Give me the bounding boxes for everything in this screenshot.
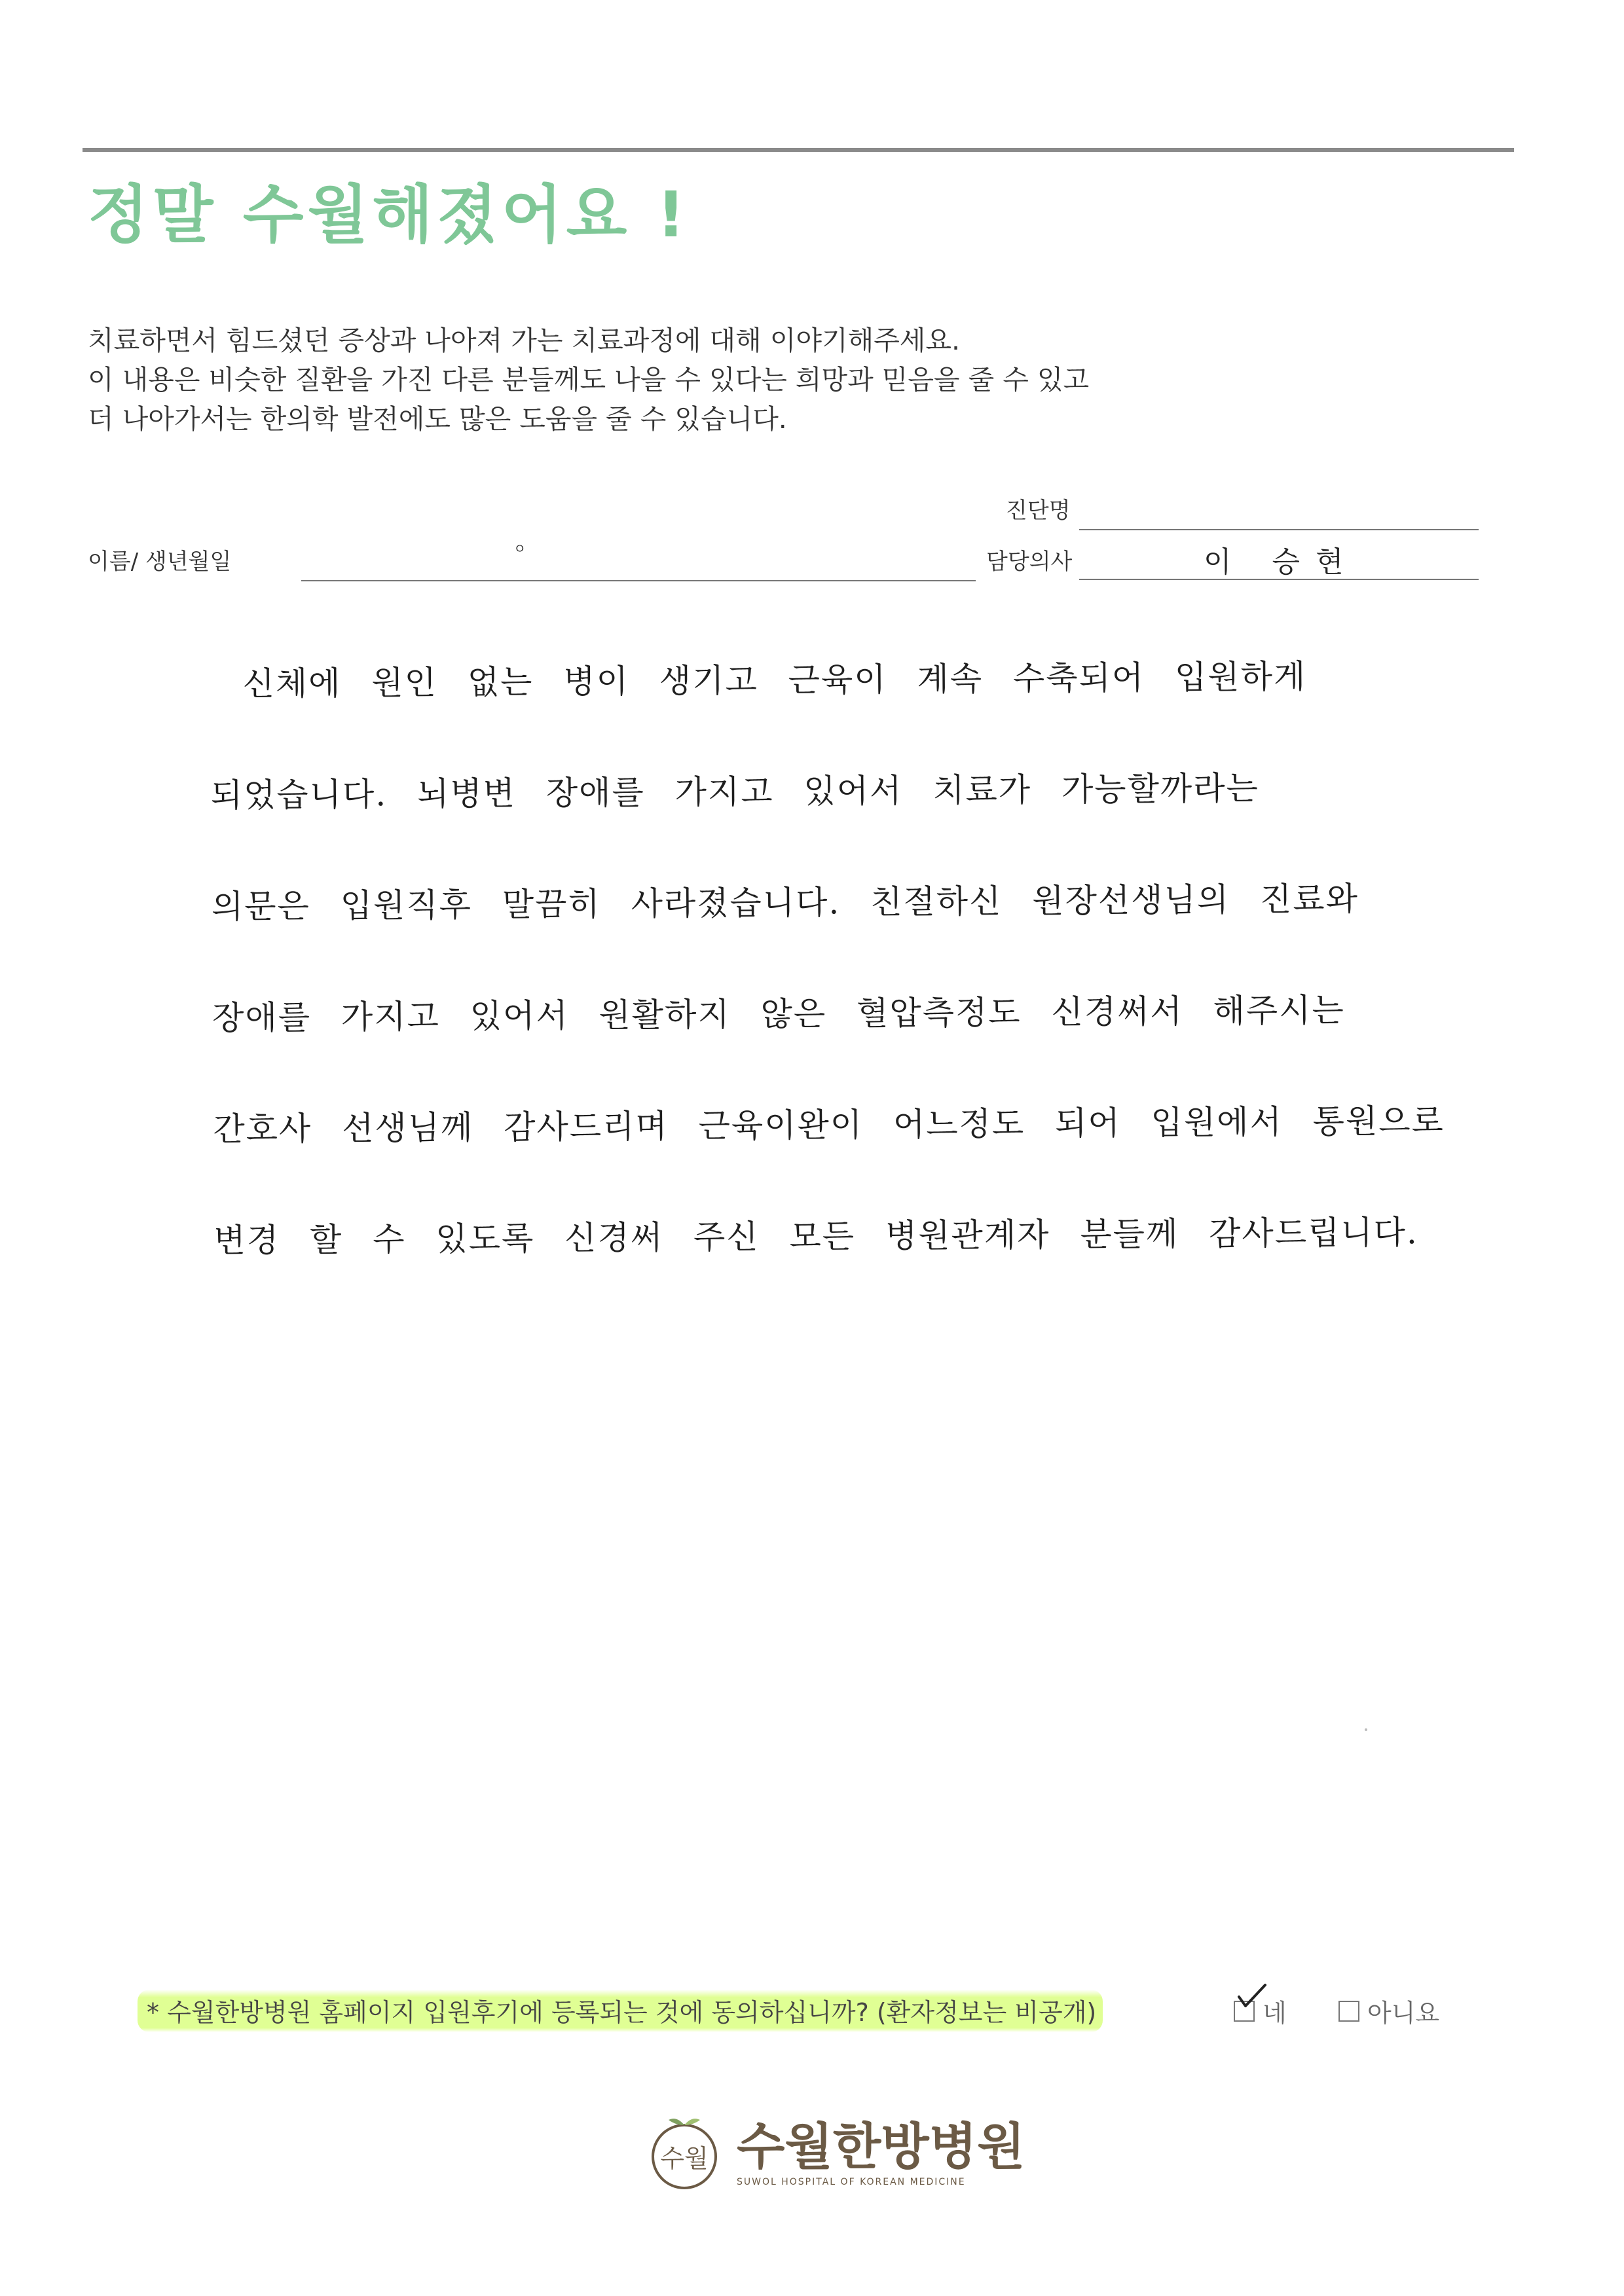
consent-question: * 수월한방병원 홈페이지 입원후기에 등록되는 것에 동의하십니까? (환자정보는 비공개): [138, 1990, 1103, 2032]
emblem-icon: [645, 2115, 724, 2193]
logo-name: 수월한방병원: [737, 2117, 1025, 2176]
emblem-text: 수월: [660, 2144, 709, 2173]
name-label: 이름/ 생년월일: [88, 549, 232, 575]
intro-line: 치료하면서 힘드셨던 증상과 나아져 가는 치료과정에 대해 이야기해주세요.: [88, 325, 961, 356]
handwritten-line: 장애를 가지고 있어서 원활하지 않은 혈압측정도 신경써서 해주시는: [212, 991, 1345, 1037]
scan-speck: [1365, 1728, 1367, 1731]
yes-checkbox[interactable]: [1234, 2001, 1255, 2022]
checkmark-icon: [1236, 1982, 1268, 2011]
handwritten-line: 변경 할 수 있도록 신경써 주신 모든 병원관계자 분들께 감사드립니다.: [213, 1213, 1419, 1260]
intro-line: 이 내용은 비슷한 질환을 가진 다른 분들께도 나을 수 있다는 희망과 믿음을 줄 수 있고: [88, 364, 1090, 395]
intro-text: [88, 321, 1397, 439]
handwritten-line: 간호사 선생님께 감사드리며 근육이완이 어느정도 되어 입원에서 통원으로: [213, 1101, 1445, 1148]
doctor-label: 담당의사: [986, 549, 1073, 575]
consent-row: [138, 1992, 1103, 2030]
no-label: 아니요: [1367, 1999, 1440, 2028]
handwritten-line: 의문은 입원직후 말끔히 사라졌습니다. 친절하신 원장선생님의 진료와: [211, 879, 1359, 926]
intro-line: 더 나아가서는 한의학 발전에도 많은 도움을 줄 수 있습니다.: [88, 403, 787, 435]
consent-yes-option[interactable]: [1234, 1993, 1287, 2029]
consent-no-option[interactable]: [1338, 1993, 1439, 2029]
diagnosis-line: [1079, 529, 1479, 530]
diagnosis-label: 진단명: [1006, 498, 1071, 524]
no-checkbox[interactable]: [1338, 2001, 1359, 2022]
logo-subtitle: SUWOL HOSPITAL OF KOREAN MEDICINE: [737, 2177, 966, 2187]
doctor-field[interactable]: 이 승현: [1204, 545, 1359, 579]
name-line: [301, 580, 976, 581]
handwritten-line: 신체에 원인 없는 병이 생기고 근육이 계속 수축되어 입원하게: [242, 657, 1307, 703]
name-field[interactable]: ㅇ: [513, 541, 542, 556]
yes-label: 네: [1263, 1999, 1287, 2028]
handwritten-line: 되었습니다. 뇌병변 장애를 가지고 있어서 치료가 가능할까라는: [210, 769, 1260, 814]
handwritten-review: [210, 619, 1524, 1296]
hospital-logo: [645, 2115, 1025, 2193]
page-title: 정말 수월해졌어요 !: [88, 178, 690, 251]
top-rule: [83, 148, 1514, 152]
